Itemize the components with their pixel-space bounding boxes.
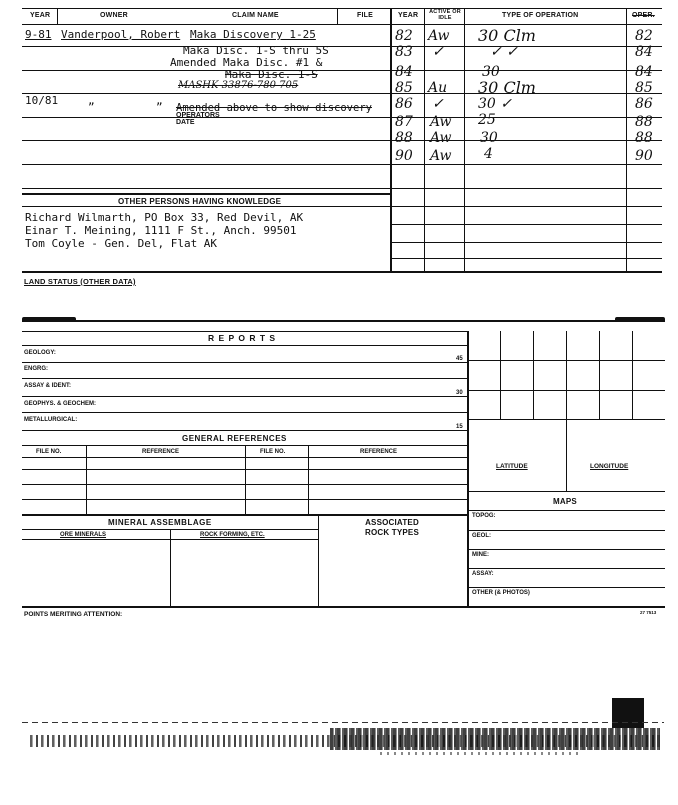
log-operation: 30 ✓: [478, 96, 512, 112]
log-oper: 88: [635, 130, 653, 146]
log-operation: 30: [480, 130, 498, 146]
row-owner: Vanderpool, Robert: [61, 28, 181, 41]
log-operation: ✓ ✓: [490, 44, 518, 60]
log-year: 87: [395, 114, 413, 130]
row-year: 9-81: [25, 28, 52, 41]
handwritten-struck-note: MASHK 33876-780 705: [178, 80, 299, 91]
maps-assay: ASSAY:: [472, 571, 494, 577]
ore-minerals-label: ORE MINERALS: [60, 532, 107, 538]
gen-refs-title: GENERAL REFERENCES: [182, 434, 287, 443]
report-geology: GEOLOGY:: [24, 350, 56, 356]
log-status: Aw: [430, 130, 452, 146]
row-claim: Maka Discovery 1-25: [190, 28, 316, 41]
header-active-idle: ACTIVE OR IDLE: [429, 9, 461, 21]
row-claim: Amended Maka Disc. #1 &: [170, 56, 323, 69]
report-num: 30: [456, 390, 463, 396]
form-number: 27 7513: [640, 610, 657, 615]
log-operation: 30: [482, 64, 500, 80]
longitude-label: LONGITUDE: [590, 463, 629, 470]
log-oper: 82: [635, 28, 653, 44]
log-oper: 86: [635, 96, 653, 112]
row-claim: Maka Disc. 1-S: [225, 68, 318, 81]
header-owner: OWNER: [100, 12, 128, 19]
report-engrg: ENGRG:: [24, 366, 48, 372]
gen-refs-file-no-2: FILE NO.: [260, 449, 286, 455]
log-operation: 30 Clm: [478, 26, 536, 45]
log-year: 84: [395, 64, 413, 80]
header-type-operation: TYPE OF OPERATION: [502, 12, 579, 19]
log-year: 86: [395, 96, 413, 112]
log-status: ✓: [432, 96, 444, 112]
row-owner: „: [88, 94, 95, 107]
log-status: Aw: [430, 114, 452, 130]
report-num: 15: [456, 424, 463, 430]
log-oper: 88: [635, 114, 653, 130]
log-operation: 25: [478, 112, 496, 128]
header-oper: OPER.: [632, 12, 655, 19]
header-year: YEAR: [30, 12, 51, 19]
maps-other: OTHER (& PHOTOS): [472, 590, 530, 596]
row-year: 10/81: [25, 94, 59, 107]
operators-date-label: OPERATORS DATE: [176, 112, 220, 126]
report-geophys: GEOPHYS. & GEOCHEM:: [24, 401, 97, 407]
report-num: 45: [456, 356, 463, 362]
rock-forming-label: ROCK FORMING, ETC.: [200, 532, 265, 538]
log-oper: 84: [635, 44, 653, 60]
row-claim: Maka Disc. 1-S thru 5S: [183, 44, 329, 57]
log-oper: 84: [635, 64, 653, 80]
log-year: 82: [395, 28, 413, 44]
knowledge-line: Tom Coyle - Gen. Del, Flat AK: [25, 237, 218, 250]
knowledge-title: OTHER PERSONS HAVING KNOWLEDGE: [118, 197, 282, 206]
land-status-label: LAND STATUS (OTHER DATA): [24, 277, 136, 286]
knowledge-line: Einar T. Meining, 1111 F St., Anch. 99501: [25, 224, 297, 237]
reports-title: R E P O R T S: [208, 333, 277, 343]
log-status: Aw: [428, 28, 450, 44]
log-year: 90: [395, 148, 413, 164]
row-owner: „: [156, 94, 163, 107]
log-status: ✓: [432, 44, 444, 60]
log-oper: 90: [635, 148, 653, 164]
log-year: 88: [395, 130, 413, 146]
log-operation: 30 Clm: [478, 78, 536, 97]
latitude-label: LATITUDE: [496, 463, 528, 470]
gen-refs-file-no: FILE NO.: [36, 449, 62, 455]
report-assay: ASSAY & IDENT:: [24, 383, 72, 389]
log-operation: 4: [484, 146, 493, 162]
points-meriting-attention: POINTS MERITING ATTENTION:: [24, 611, 123, 618]
maps-geol: GEOL:: [472, 533, 491, 539]
header-claim-name: CLAIM NAME: [232, 12, 279, 19]
header-file: FILE: [357, 12, 373, 19]
maps-mine: MINE:: [472, 552, 489, 558]
row-claim: Amended above to show discovery: [176, 102, 372, 114]
associated-rock-types: ASSOCIATED ROCK TYPES: [364, 518, 419, 537]
header-year-2: YEAR: [398, 12, 419, 19]
maps-topog: TOPOG:: [472, 513, 496, 519]
gen-refs-reference: REFERENCE: [142, 449, 180, 455]
report-metallurgical: METALLURGICAL:: [24, 417, 78, 423]
log-oper: 85: [635, 80, 653, 96]
log-status: Au: [428, 80, 448, 96]
log-year: 83: [395, 44, 413, 60]
gen-refs-reference-2: REFERENCE: [360, 449, 398, 455]
log-year: 85: [395, 80, 413, 96]
mineral-title: MINERAL ASSEMBLAGE: [108, 518, 212, 527]
maps-title: MAPS: [553, 497, 577, 506]
log-status: Aw: [430, 148, 452, 164]
knowledge-line: Richard Wilmarth, PO Box 33, Red Devil, AK: [25, 211, 304, 224]
